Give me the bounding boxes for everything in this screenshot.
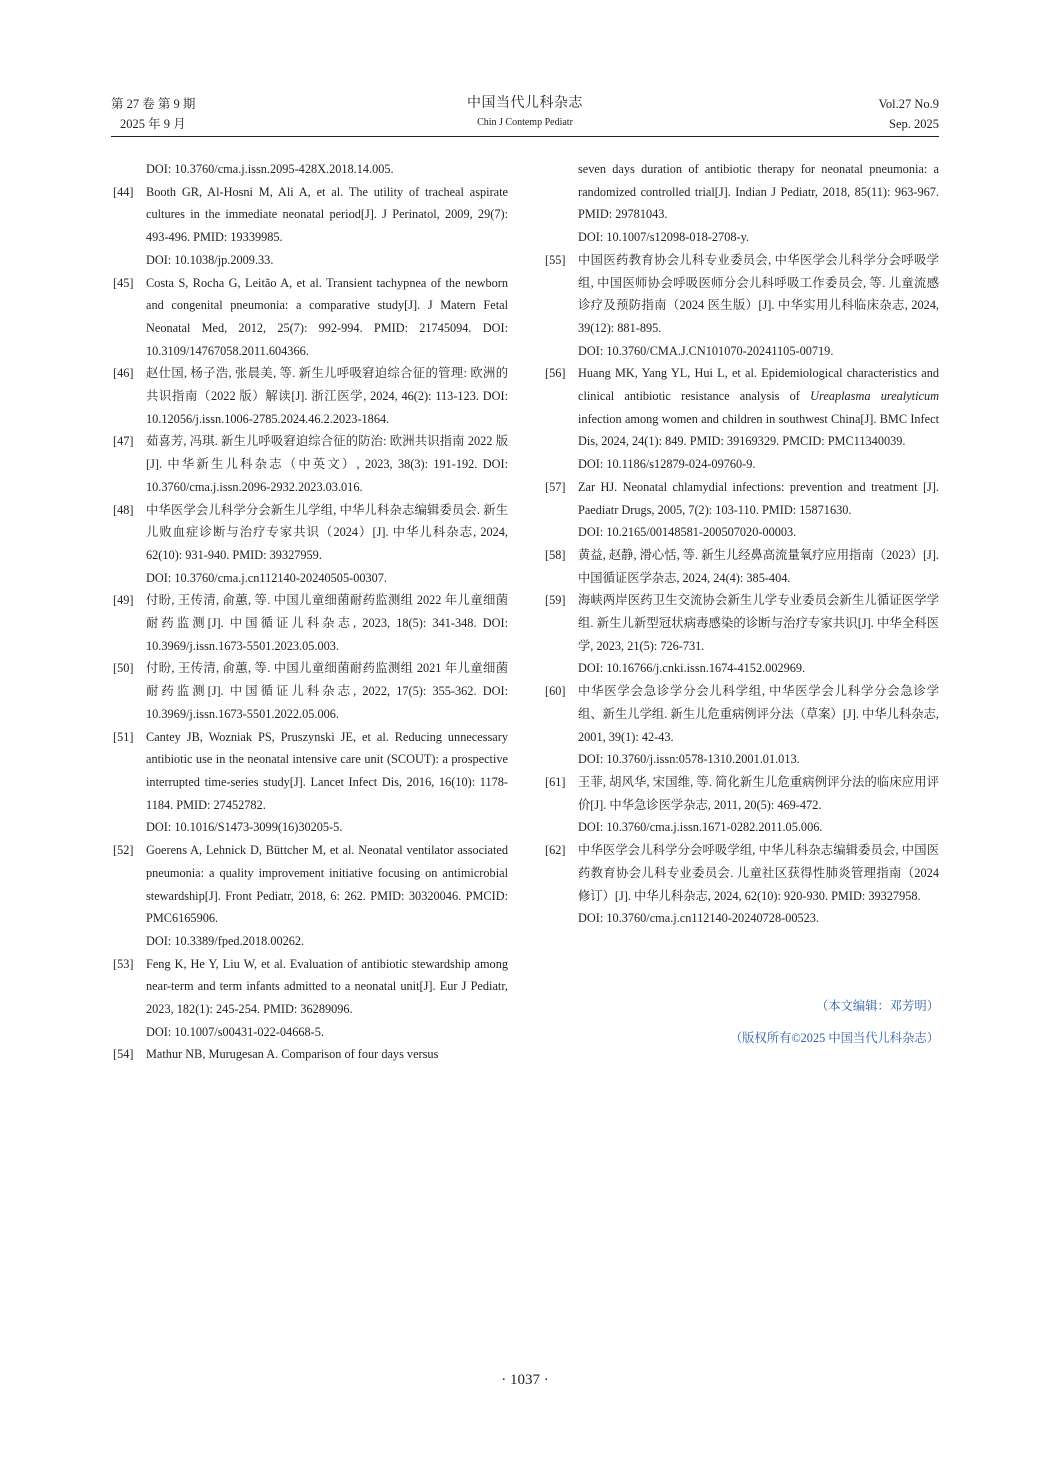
reference-text: Zar HJ. Neonatal chlamydial infections: prevention and treatment [J]. Paediatr Drugs, 2005, 7(2): 103-110. PMID: 15871630.	[578, 479, 939, 517]
reference-number: [44]	[113, 184, 134, 199]
reference-item	[545, 839, 939, 930]
reference-text: 中华医学会急诊学分会儿科学组, 中华医学会儿科学分会急诊学组、新生儿学组. 新生儿危重病例评分法（草案）[J]. 中华儿科杂志, 2001, 39(1): 42-43.	[578, 684, 939, 744]
date-cn: 2025 年 9 月	[120, 117, 186, 131]
reference-text: seven days duration of antibiotic therapy for neonatal pneumonia: a randomized controlled trial[J]. Indian J Pediatr, 2018, 85(11): 963-967. PMID: 29781043.	[578, 162, 939, 222]
reference-number: [51]	[113, 729, 134, 744]
reference-item	[113, 726, 508, 840]
reference-item	[113, 953, 508, 1044]
reference-doi: DOI: 10.1016/S1473-3099(16)30205-5.	[146, 820, 343, 835]
reference-text: Huang MK, Yang YL, Hui L, et al. Epidemiological characteristics and clinical antibiotic resistance analysis of Ureaplasma urealyticum infection among women and children in southwest China[J]. BMC Infect Dis, 2024, 24(1): 849. PMID: 39169329. PMCID: PMC11340039.	[578, 366, 939, 449]
reference-text: 王菲, 胡风华, 宋国维, 等. 简化新生儿危重病例评分法的临床应用评价[J]. 中华急诊医学杂志, 2011, 20(5): 469-472.	[578, 774, 939, 812]
reference-doi: DOI: 10.16766/j.cnki.issn.1674-4152.002969.	[578, 661, 806, 676]
reference-text: 中华医学会儿科学分会呼吸学组, 中华儿科杂志编辑委员会, 中国医药教育协会儿科专业委员会. 儿童社区获得性肺炎管理指南（2024 修订）[J]. 中华儿科杂志, 2024, 62(10): 920-930. PMID: 39327958.	[578, 843, 939, 903]
reference-number: [57]	[545, 479, 566, 494]
reference-doi: DOI: 10.1007/s00431-022-04668-5.	[146, 1024, 324, 1039]
species-name: Ureaplasma urealyticum	[810, 389, 939, 404]
reference-item	[545, 249, 939, 363]
reference-item	[113, 499, 508, 590]
reference-text: 茹喜芳, 冯琪. 新生儿呼吸窘迫综合征的防治: 欧洲共识指南 2022 版[J]. 中华新生儿科杂志（中英文）, 2023, 38(3): 191-192. DOI: 10.3760/cma.j.issn.2096-2932.2023.03.016.	[146, 434, 508, 494]
reference-text: Booth GR, Al-Hosni M, Ali A, et al. The utility of tracheal aspirate cultures in the immediate neonatal period[J]. J Perinatol, 2009, 29(7): 493-496. PMID: 19339985.	[146, 184, 508, 245]
reference-item	[113, 839, 508, 953]
reference-doi: DOI: 10.1038/jp.2009.33.	[146, 252, 274, 267]
reference-text: Cantey JB, Wozniak PS, Pruszynski JE, et al. Reducing unnecessary antibiotic use in the neonatal intensive care unit (SCOUT): a prospective interrupted time-series study[J]. Lancet Infect Dis, 2016, 16(10): 1178-1184. PMID: 27452782.	[146, 729, 508, 812]
header-center	[111, 94, 939, 132]
copyright-notice: （版权所有©2025 中国当代儿科杂志）	[729, 1031, 939, 1045]
reference-item	[545, 476, 939, 544]
reference-text: 付盼, 王传清, 俞蕙, 等. 中国儿童细菌耐药监测组 2022 年儿童细菌耐药监测[J]. 中国循证儿科杂志, 2023, 18(5): 341-348. DOI: 10.3969/j.issn.1673-5501.2023.05.003.	[146, 593, 508, 653]
reference-number: [47]	[113, 434, 134, 449]
running-header	[111, 94, 939, 136]
reference-number: [52]	[113, 843, 134, 858]
reference-item	[545, 589, 939, 680]
reference-doi: DOI: 10.3760/j.issn:0578-1310.2001.01.013.	[578, 752, 800, 767]
reference-number: [50]	[113, 661, 134, 676]
editor-credit: （本文编辑：邓芳明）	[816, 999, 939, 1013]
reference-item	[113, 589, 508, 657]
reference-doi: DOI: 10.3760/cma.j.cn112140-20240728-00523.	[578, 911, 820, 926]
reference-item	[545, 771, 939, 839]
reference-doi: DOI: 10.1007/s12098-018-2708-y.	[578, 230, 750, 245]
journal-title-cn: 中国当代儿科杂志	[467, 96, 583, 111]
reference-text: Mathur NB, Murugesan A. Comparison of four days versus	[146, 1047, 439, 1062]
reference-text: 海峡两岸医药卫生交流协会新生儿学专业委员会新生儿循证医学学组. 新生儿新型冠状病毒感染的诊断与治疗专家共识[J]. 中华全科医学, 2023, 21(5): 726-731.	[578, 593, 939, 653]
reference-text: Feng K, He Y, Liu W, et al. Evaluation of antibiotic stewardship among near-term and term infants admitted to a neonatal unit[J]. Eur J Pediatr, 2023, 182(1): 245-254. PMID: 36289096.	[146, 956, 508, 1017]
reference-doi: DOI: 10.3760/cma.j.cn112140-20240505-00307.	[146, 570, 388, 585]
reference-number: [48]	[113, 502, 134, 517]
reference-text: 黄益, 赵静, 滑心恬, 等. 新生儿经鼻高流量氧疗应用指南（2023）[J]. 中国循证医学杂志, 2024, 24(4): 385-404.	[578, 547, 939, 585]
reference-doi: DOI: 10.3389/fped.2018.00262.	[146, 933, 305, 948]
reference-doi: DOI: 10.3760/cma.j.issn.1671-0282.2011.05.006.	[578, 820, 823, 835]
reference-item	[113, 158, 508, 181]
reference-number: [60]	[545, 684, 566, 699]
reference-doi: DOI: 10.3760/cma.j.issn.2095-428X.2018.14.005.	[146, 162, 394, 176]
reference-number: [55]	[545, 252, 566, 267]
journal-title-en: Chin J Contemp Pediatr	[477, 117, 573, 128]
reference-text: Costa S, Rocha G, Leitão A, et al. Transient tachypnea of the newborn and congenital pneumonia: a comparative study[J]. J Matern Fetal Neonatal Med, 2012, 25(7): 992-994. PMID: 21745094. DOI: 10.3109/14767058.2011.604366.	[146, 275, 508, 358]
reference-item	[545, 544, 939, 589]
reference-doi: DOI: 10.3760/CMA.J.CN101070-20241105-00719.	[578, 343, 834, 358]
reference-item	[545, 362, 939, 476]
volume-issue-en: Vol.27 No.9	[878, 97, 939, 111]
reference-text: 中华医学会儿科学分会新生儿学组, 中华儿科杂志编辑委员会. 新生儿败血症诊断与治疗专家共识（2024）[J]. 中华儿科杂志, 2024, 62(10): 931-940. PMID: 39327959.	[146, 502, 508, 562]
reference-item	[113, 657, 508, 725]
header-right	[878, 94, 939, 134]
reference-number: [56]	[545, 366, 566, 381]
reference-doi: DOI: 10.1186/s12879-024-09760-9.	[578, 457, 756, 472]
reference-item	[113, 1043, 508, 1066]
reference-text: Goerens A, Lehnick D, Büttcher M, et al. Neonatal ventilator associated pneumonia: a quality improvement initiative focusing on antimicrobial stewardship[J]. Front Pediatr, 2018, 6: 262. PMID: 30320046. PMCID: PMC6165906.	[146, 843, 508, 926]
reference-column-right	[545, 158, 939, 930]
reference-doi: DOI: 10.2165/00148581-200507020-00003.	[578, 525, 797, 540]
reference-number: [46]	[113, 366, 134, 381]
reference-text: 付盼, 王传清, 俞蕙, 等. 中国儿童细菌耐药监测组 2021 年儿童细菌耐药监测[J]. 中国循证儿科杂志, 2022, 17(5): 355-362. DOI: 10.3969/j.issn.1673-5501.2022.05.006.	[146, 661, 508, 721]
reference-number: [58]	[545, 547, 566, 562]
date-en: Sep. 2025	[889, 117, 939, 131]
reference-text: 中国医药教育协会儿科专业委员会, 中华医学会儿科学分会呼吸学组, 中国医师协会呼吸医师分会儿科呼吸工作委员会, 等. 儿童流感诊疗及预防指南（2024 医生版）[J]. 中华实用儿科临床杂志, 2024, 39(12): 881-895.	[578, 252, 939, 335]
reference-item	[113, 181, 508, 272]
reference-number: [45]	[113, 275, 134, 290]
reference-number: [53]	[113, 956, 134, 971]
reference-item	[113, 430, 508, 498]
reference-number: [61]	[545, 774, 566, 789]
reference-item	[545, 158, 939, 249]
reference-item	[113, 272, 508, 363]
reference-item	[113, 362, 508, 430]
page-number: · 1037 ·	[501, 1372, 549, 1388]
reference-column-left	[113, 158, 508, 1066]
article-credits	[545, 990, 939, 1054]
reference-number: [54]	[113, 1047, 134, 1062]
reference-number: [62]	[545, 843, 566, 858]
reference-number: [49]	[113, 593, 134, 608]
reference-text: 赵仕国, 杨子浩, 张晨美, 等. 新生儿呼吸窘迫综合征的管理: 欧洲的共识指南（2022 版）解读[J]. 浙江医学, 2024, 46(2): 113-123. DOI: 10.12056/j.issn.1006-2785.2024.46.2.2023-1864.	[146, 366, 508, 426]
reference-item	[545, 680, 939, 771]
header-rule	[111, 136, 939, 137]
reference-number: [59]	[545, 593, 566, 608]
volume-issue-cn: 第 27 卷 第 9 期	[111, 97, 196, 111]
